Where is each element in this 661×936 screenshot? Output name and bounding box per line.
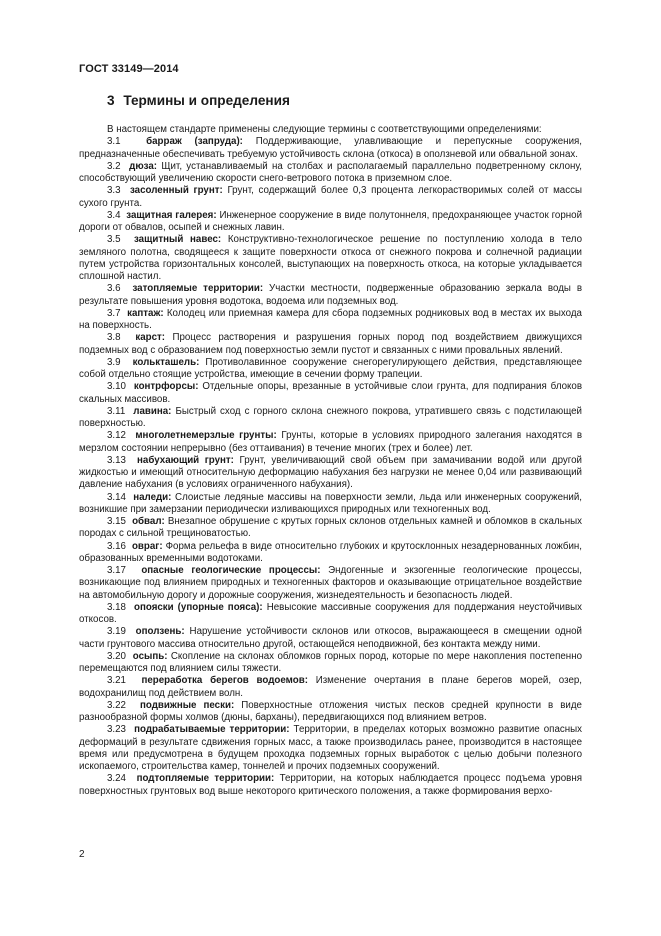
term-definition: Отдельные опоры, врезанные в устойчивые слои грунта, для подпирания блоков скальных массивов. <box>79 381 583 405</box>
term-paragraph <box>79 541 582 566</box>
term-number: 3.15 <box>107 516 126 527</box>
term-number: 3.9 <box>107 356 121 368</box>
term-number: 3.18 <box>107 601 126 613</box>
term-number: 3.19 <box>107 626 126 638</box>
term-name: барраж (запруда): <box>146 136 243 148</box>
document-header: ГОСТ 33149—2014 <box>79 63 179 75</box>
page-number: 2 <box>79 849 85 860</box>
term-definition: Противолавинное сооружение снегорегулирующего действия, представляющее собой отдельно стоящие устройства, имеющие в сечении форму трапеции. <box>79 356 582 380</box>
term-paragraph <box>79 492 582 517</box>
term-name: наледи: <box>133 491 172 503</box>
term-definition: Колодец или приемная камера для сбора подземных родниковых вод в местах их выхода на поверхность. <box>79 307 582 331</box>
term-definition: Конструктивно-технологическое решение по поступлению холода в тело земляного полотна, сводящееся к защите поверхности откоса от снежного покрова и солнечной радиации путем устройства горизонтальных консолей, выступающих на поверхность откоса, на которые укладывается сплошной настил. <box>79 234 582 282</box>
term-paragraph <box>79 357 582 382</box>
term-definition: Грунт, увеличивающий свой объем при замачивании водой или другой жидкостью и имеющий относительную деформацию набухания без нагрузки не менее 0,04 или развивающий давление набухания (в условиях ограниченного набухания). <box>79 454 582 491</box>
term-name: затопляемые территории: <box>132 283 264 295</box>
term-paragraph <box>79 455 582 492</box>
term-name: подрабатываемые территории: <box>134 724 290 736</box>
term-name: опасные геологические процессы: <box>141 565 321 576</box>
term-number: 3.8 <box>107 332 121 344</box>
term-name: карст: <box>135 332 166 344</box>
term-paragraph <box>79 210 582 235</box>
term-number: 3.14 <box>107 491 126 503</box>
term-definition: Грунт, содержащий более 0,3 процента легкорастворимых солей от массы сухого грунта. <box>79 185 582 209</box>
term-number: 3.2 <box>107 160 121 172</box>
term-definition: Эндогенные и экзогенные геологические процессы, возникающие под влиянием природных и техногенных факторов и оказывающие отрицательное воздействие на автомобильную дорогу и дорожные сооружения, жизнедеятельность и безопасность людей. <box>79 565 583 601</box>
term-number: 3.3 <box>107 185 121 197</box>
term-number: 3.7 <box>107 307 121 319</box>
term-number: 3.10 <box>107 381 126 393</box>
term-definition: Поддерживающие, улавливающие и перепускные сооружения, предназначенные обеспечивать требуемую устойчивость склона (откоса) в оползневой или обвальной зонах. <box>79 136 582 160</box>
term-paragraph <box>79 626 582 651</box>
term-name: каптаж: <box>127 307 164 319</box>
term-definition: Территории, на которых наблюдается процесс подъема уровня поверхностных грунтовых вод выше некоторого критического положения, а также формирования верхо- <box>79 773 582 797</box>
term-definition: Грунты, которые в условиях природного залегания находятся в мерзлом состоянии непрерывно (без оттаивания) в течение многих (трех и более) лет. <box>79 430 583 454</box>
term-name: переработка берегов водоемов: <box>141 675 308 687</box>
term-paragraph <box>79 234 582 283</box>
term-name: защитный навес: <box>133 234 222 246</box>
term-number: 3.12 <box>107 430 126 442</box>
term-paragraph <box>79 602 582 627</box>
term-name: обвал: <box>132 516 165 527</box>
term-definition: Форма рельефа в виде относительно глубоких и крутосклонных незадернованных ложбин, образованных временными водотоками. <box>79 540 583 564</box>
term-number: 3.1 <box>107 136 121 148</box>
term-paragraph <box>79 724 582 773</box>
term-number: 3.5 <box>107 234 121 246</box>
term-name: опояски (упорные пояса): <box>134 601 263 613</box>
section-number: 3 <box>107 93 115 108</box>
term-definition: Инженерное сооружение в виде полутоннеля, предохраняющее участок горной дороги от обвалов, осыпей и снежных лавин. <box>79 209 583 233</box>
term-name: набухающий грунт: <box>137 454 234 466</box>
term-paragraph <box>79 308 582 333</box>
term-paragraph <box>79 700 582 725</box>
term-definition: Щит, устанавливаемый на столбах и располагаемый параллельно подветренному склону, способствующий увеличению скорости снего-ветрового потока в приземном слое. <box>79 160 583 184</box>
term-number: 3.6 <box>107 283 121 295</box>
section-title-text: Термины и определения <box>123 93 290 108</box>
term-number: 3.4 <box>107 209 121 221</box>
term-paragraph <box>79 675 582 700</box>
section-title <box>107 93 290 108</box>
term-definition: Скопление на склонах обломков горных пород, которые по мере накопления постепенно перемещаются под влиянием силы тяжести. <box>79 650 582 674</box>
term-name: защитная галерея: <box>126 209 217 221</box>
term-paragraph <box>79 406 582 431</box>
term-definition: Невысокие массивные сооружения для поддержания неустойчивых откосов. <box>79 601 583 625</box>
term-definition: Внезапное обрушение с крутых горных склонов отдельных камней и обломков в скальных породах с сильной трещиноватостью. <box>79 516 582 540</box>
document-body <box>79 124 582 798</box>
term-number: 3.20 <box>107 650 126 662</box>
term-name: контрфорсы: <box>133 381 199 393</box>
term-paragraph <box>79 565 582 602</box>
term-number: 3.11 <box>107 405 126 417</box>
term-number: 3.17 <box>107 565 126 576</box>
term-definition: Процесс растворения и разрушения горных пород под воздействием движущихся подземных вод с образованием под поверхностью земли пустот и связанных с ними провальных явлений. <box>79 332 582 356</box>
term-definition: Слоистые ледяные массивы на поверхности земли, льда или инженерных сооружений, возникшие при замерзании периодически изливающихся природных или техногенных вод. <box>79 491 582 515</box>
term-name: овраг: <box>131 540 163 552</box>
intro-paragraph: В настоящем стандарте применены следующие термины с соответствующими определениями: <box>107 124 542 135</box>
term-paragraph <box>79 773 582 798</box>
term-paragraph <box>79 651 582 676</box>
term-definition: Быстрый сход с горного склона снежного покрова, утратившего связь с подстилающей поверхностью. <box>79 405 583 429</box>
term-definition: Нарушение устойчивости склонов или откосов, выражающееся в смещении одной части грунтового массива относительно другой, остающейся неподвижной, без контакта между ними. <box>79 626 582 650</box>
term-name: подтопляемые территории: <box>136 773 275 785</box>
term-name: оползень: <box>135 626 185 638</box>
term-number: 3.23 <box>107 724 126 736</box>
term-paragraph <box>79 136 582 161</box>
term-number: 3.22 <box>107 699 126 711</box>
term-name: колькташель: <box>132 356 200 368</box>
term-number: 3.13 <box>107 454 126 466</box>
term-paragraph <box>79 161 582 186</box>
term-name: подвижные пески: <box>140 699 235 711</box>
term-number: 3.16 <box>107 540 126 552</box>
term-name: лавина: <box>133 405 172 417</box>
term-paragraph <box>79 283 582 308</box>
term-name: осыпь: <box>132 650 168 662</box>
term-paragraph <box>79 381 582 406</box>
term-paragraph <box>79 332 582 357</box>
term-paragraph <box>79 430 582 455</box>
term-name: дюза: <box>129 160 158 172</box>
term-definition: Поверхностные отложения чистых песков средней крупности в виде разнообразной формы холмов (дюны, барханы), передвигающихся под влиянием ветров. <box>79 699 582 723</box>
term-paragraph <box>79 185 582 210</box>
term-definition: Изменение очертания в плане берегов морей, озер, водохранилищ под действием волн. <box>79 675 582 699</box>
term-definition: Участки местности, подверженные образованию зеркала воды в результате повышения уровня водотока, водоема или подземных вод. <box>79 283 583 307</box>
term-paragraph <box>79 516 582 541</box>
term-number: 3.24 <box>107 773 126 785</box>
term-name: засоленный грунт: <box>129 185 223 197</box>
term-name: многолетнемерзлые грунты: <box>135 430 277 442</box>
term-number: 3.21 <box>107 675 126 687</box>
term-definition: Территории, в пределах которых возможно развитие опасных деформаций в результате сдвижения горных масс, а также производилась ранее, производится в настоящее время или предусмотрена в будущем проходка подземных горных выработок с целью добычи полезного ископаемого, строительства камер, тоннелей и прочих подземных сооружений. <box>79 724 583 772</box>
